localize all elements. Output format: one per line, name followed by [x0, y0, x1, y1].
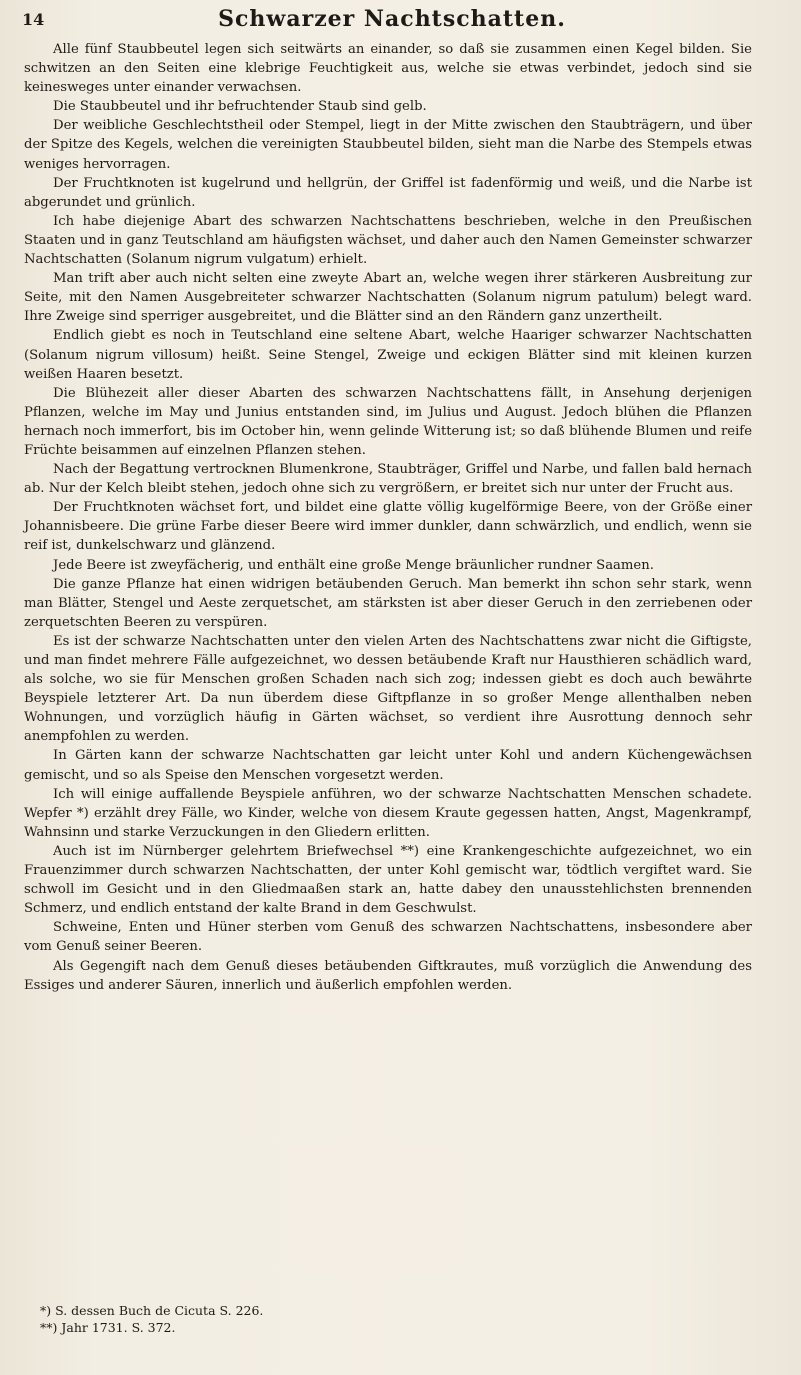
paragraph: Der weibliche Geschlechtstheil oder Stempel, liegt in der Mitte zwischen den Staubträgern, und über der Spitze des Kegels, welchen die vereinigten Staubbeutel bilden, sieht man die Narbe des Stempels etwas weniges hervorragen.	[24, 118, 752, 172]
paragraph: Der Fruchtknoten ist kugelrund und hellgrün, der Griffel ist fadenförmig und weiß, und die Narbe ist abgerundet und grünlich.	[24, 175, 752, 210]
paragraph: Schweine, Enten und Hüner sterben vom Genuß des schwarzen Nachtschattens, insbesondere aber vom Genuß seiner Beeren.	[24, 920, 752, 955]
paragraph: Der Fruchtknoten wächset fort, und bildet eine glatte völlig kugelförmige Beere, von der Größe einer Johannisbeere. Die grüne Farbe dieser Beere wird immer dunkler, dann schwärzlich, und endlich, wenn sie reif ist, dunkelschwarz und glänzend.	[24, 500, 752, 554]
page-header	[22, 6, 742, 36]
footnotes	[40, 1302, 740, 1336]
paragraph: Nach der Begattung vertrocknen Blumenkrone, Staubträger, Griffel und Narbe, und fallen bald hernach ab. Nur der Kelch bleibt stehen, jedoch ohne sich zu vergrößern, er breitet sich nur unter der Frucht aus.	[24, 462, 752, 497]
paragraph: Endlich giebt es noch in Teutschland eine seltene Abart, welche Haariger schwarzer Nachtschatten (Solanum nigrum villosum) heißt. Seine Stengel, Zweige und eckigen Blätter sind mit kleinen kurzen weißen Haaren besetzt.	[24, 328, 752, 382]
paragraph: Man trift aber auch nicht selten eine zweyte Abart an, welche wegen ihrer stärkeren Ausbreitung zur Seite, mit den Namen Ausgebreiteter schwarzer Nachtschatten (Solanum nigrum patulum) belegt ward. Ihre Zweige sind sperriger ausgebreitet, und die Blätter sind an den Rändern ganz unzertheilt.	[24, 271, 752, 325]
paragraph: Die ganze Pflanze hat einen widrigen betäubenden Geruch. Man bemerkt ihn schon sehr stark, wenn man Blätter, Stengel und Aeste zerquetschet, am stärksten ist aber dieser Geruch in den zerriebenen oder zerquetschten Beeren zu verspüren.	[24, 576, 752, 630]
paragraph: In Gärten kann der schwarze Nachtschatten gar leicht unter Kohl und andern Küchengewächsen gemischt, und so als Speise den Menschen vorgesetzt werden.	[24, 748, 752, 783]
page-number: 14	[22, 10, 45, 29]
paragraph: Es ist der schwarze Nachtschatten unter den vielen Arten des Nachtschattens zwar nicht die Giftigste, und man findet mehrere Fälle aufgezeichnet, wo dessen betäubende Kraft nur Hausthieren schädlich ward, als solche, wo sie für Menschen großen Schaden nach sich zog; indessen giebt es doch auch bewährte Beyspiele letzterer Art. Da nun überdem diese Giftpflanze in so großer Menge allenthalben neben Wohnungen, und vorzüglich häufig in Gärten wächset, so verdient ihre Ausrottung dennoch sehr anempfohlen zu werden.	[24, 633, 752, 745]
paragraph: Alle fünf Staubbeutel legen sich seitwärts an einander, so daß sie zusammen einen Kegel bilden. Sie schwitzen an den Seiten eine klebrige Feuchtigkeit aus, welche sie etwas verbindet, jedoch sind sie keinesweges unter einander verwachsen.	[24, 42, 752, 96]
footnote: **) Jahr 1731. S. 372.	[40, 1320, 176, 1335]
body-text	[24, 40, 752, 995]
running-head: Schwarzer Nachtschatten.	[218, 6, 566, 32]
paragraph: Auch ist im Nürnberger gelehrtem Briefwechsel **) eine Krankengeschichte aufgezeichnet, wo ein Frauenzimmer durch schwarzen Nachtschatten, der unter Kohl gemischt war, tödtlich vergiftet ward. Sie schwoll im Gesicht und in den Gliedmaaßen stark an, hatte dabey den unausstehlichsten brennenden Schmerz, und endlich entstand der kalte Brand in dem Geschwulst.	[24, 843, 752, 917]
paragraph: Die Blühezeit aller dieser Abarten des schwarzen Nachtschattens fällt, in Ansehung derjenigen Pflanzen, welche im May und Junius entstanden sind, im Julius und August. Jedoch blühen die Pflanzen hernach noch immerfort, bis im October hin, wenn gelinde Witterung ist; so daß blühende Blumen und reife Früchte beisammen auf einzelnen Pflanzen stehen.	[24, 385, 752, 458]
paragraph: Die Staubbeutel und ihr befruchtender Staub sind gelb.	[53, 99, 427, 115]
paragraph: Jede Beere ist zweyfächerig, und enthält eine große Menge bräunlicher rundner Saamen.	[53, 557, 654, 573]
paragraph: Ich habe diejenige Abart des schwarzen Nachtschattens beschrieben, welche in den Preußischen Staaten und in ganz Teutschland am häufigsten wächset, und daher auch den Namen Gemeinster schwarzer Nachtschatten (Solanum nigrum vulgatum) erhielt.	[24, 213, 752, 268]
footnote: *) S. dessen Buch de Cicuta S. 226.	[40, 1303, 264, 1318]
paragraph: Ich will einige auffallende Beyspiele anführen, wo der schwarze Nachtschatten Menschen schadete. Wepfer *) erzählt drey Fälle, wo Kinder, welche von diesem Kraute gegessen hatten, Angst, Magenkrampf, Wahnsinn und starke Verzuckungen in den Gliedern erlitten.	[24, 786, 752, 840]
paragraph: Als Gegengift nach dem Genuß dieses betäubenden Giftkrautes, muß vorzüglich die Anwendung des Essiges und anderer Säuren, innerlich und äußerlich empfohlen werden.	[24, 958, 752, 993]
